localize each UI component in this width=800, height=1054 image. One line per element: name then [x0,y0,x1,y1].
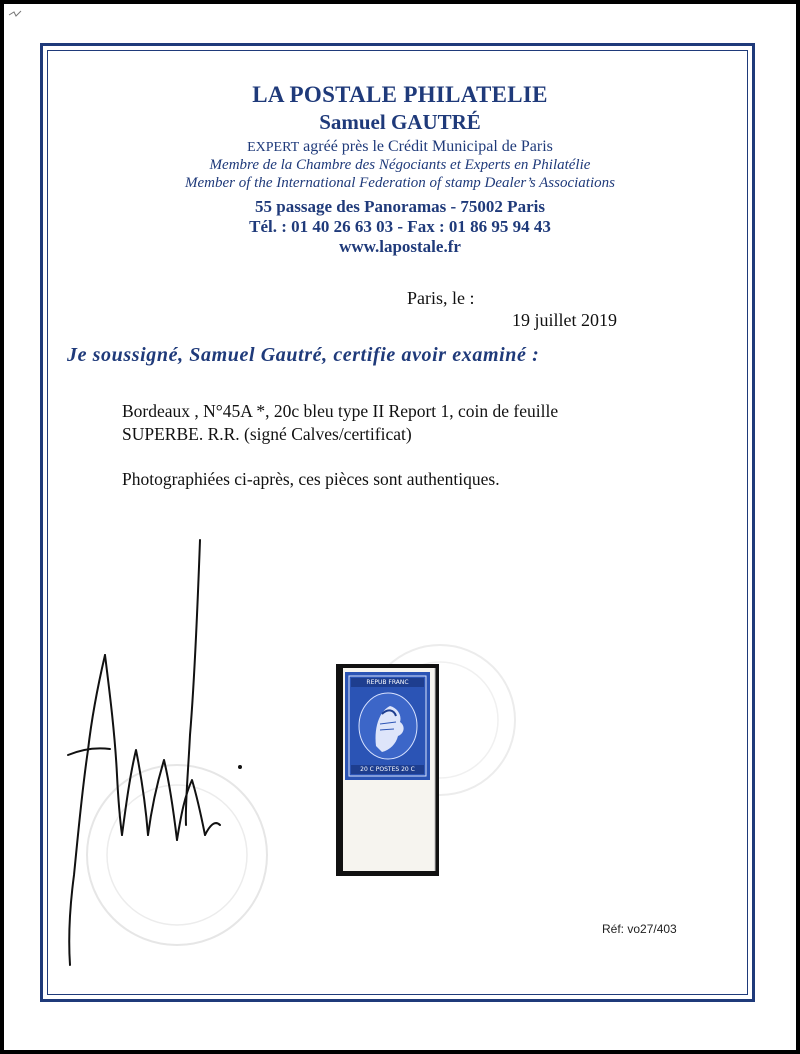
phone-fax: Tél. : 01 40 26 63 03 - Fax : 01 86 95 94 43 [249,217,551,236]
place-label: Paris, le : [407,288,475,308]
reference-number: Réf: vo27/403 [602,922,677,936]
expert-prefix: EXPERT [247,140,300,155]
stamp-bottom-text: 20 C POSTES 20 C [360,766,415,773]
authenticity-statement: Photographiées ci-après, ces pièces sont authentiques. [122,469,500,489]
expert-accreditation-text: agréé près le Crédit Municipal de Paris [299,138,553,155]
signature [60,535,260,980]
corner-mark-icon [8,6,22,24]
address: 55 passage des Panoramas - 75002 Paris [255,197,545,216]
certification-statement: Je soussigné, Samuel Gautré, certifie avoir examiné : [67,344,540,366]
expert-name: Samuel GAUTRÉ [319,110,481,134]
stamp-photo [336,664,439,876]
federation-membership: Member of the International Federation of stamp Dealer’s Associations [185,175,615,191]
item-description-line-2: SUPERBE. R.R. (signé Calves/certificat) [122,424,412,444]
chamber-membership: Membre de la Chambre des Négociants et Experts en Philatélie [209,157,591,173]
expert-accreditation [0,138,800,156]
website-link[interactable]: www.lapostale.fr [339,237,461,256]
company-name: LA POSTALE PHILATELIE [252,82,548,107]
stamp-top-text: REPUB FRANC [366,679,409,686]
certificate-date: 19 juillet 2019 [512,310,617,330]
item-description-line-1: Bordeaux , N°45A *, 20c bleu type II Report 1, coin de feuille [122,401,559,421]
